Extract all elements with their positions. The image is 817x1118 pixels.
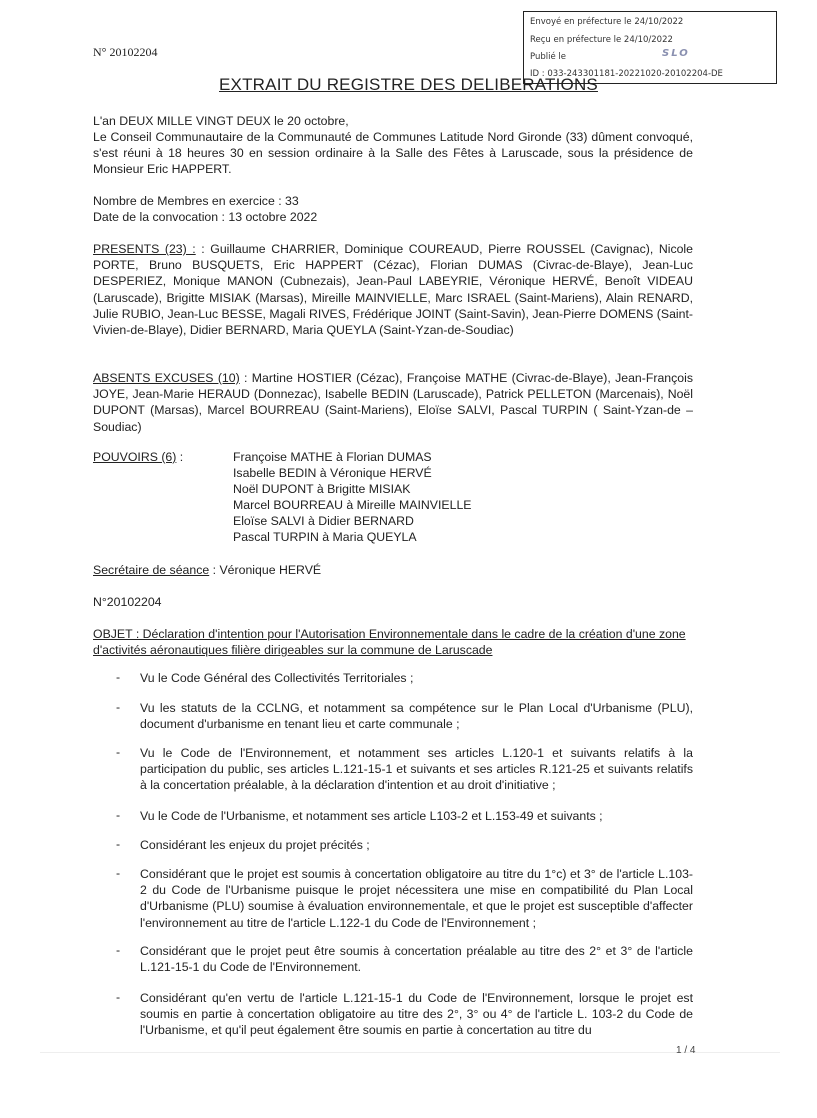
page-title: EXTRAIT DU REGISTRE DES DELIBERATIONS xyxy=(219,75,598,94)
bullet-marker: - xyxy=(116,943,121,957)
bullet-marker: - xyxy=(116,745,121,759)
list-item: Vu le Code de l'Urbanisme, et notamment ses article L103-2 et L.153-49 et suivants ; xyxy=(140,809,603,823)
list-item: Considérant qu'en vertu de l'article L.121-15-1 du Code de l'Environnement, lorsque le projet est soumis en partie à concertation obligatoire au titre des 2°, 3° ou 4° de l'article L. 103-2 du Code de l'Urbanisme, et qu'il peut également être soumis en partie à concertation au titre du xyxy=(140,991,693,1038)
bullet-marker: - xyxy=(116,670,121,684)
session-intro: Le Conseil Communautaire de la Communauté de Communes Latitude Nord Gironde (33) dûment convoqué, s'est réuni à 18 heures 30 en session ordinaire à la Salle des Fêtes à Laruscade, sous la présidence de Monsieur Eric HAPPERT. xyxy=(93,130,693,177)
list-item: Considérant que le projet peut être soumis à concertation préalable au titre des 2° et 3° de l'article L.121-15-1 du Code de l'Environnement. xyxy=(140,944,693,975)
list-item: Vu le Code de l'Environnement, et notamment ses articles L.120-1 et suivants relatifs à la participation du public, ses articles L.121-15-1 et suivants et ses articles R.121-25 et suivants relatifs à la concertation préalable, à la déclaration d'intention et au droit d'initiative ; xyxy=(140,746,693,793)
stamp-published-line: Publié le xyxy=(530,52,567,62)
members-count: Nombre de Membres en exercice : 33 xyxy=(93,194,299,208)
presents-list: : Guillaume CHARRIER, Dominique COUREAUD, Pierre ROUSSEL (Cavignac), Nicole PORTE, Bruno BUSQUETS, Eric HAPPERT (Cézac), Florian DUMAS (Civrac-de-Blaye), Jean-Luc DESPERIEZ, Monique MANON (Cubnezais), Jean-Paul LABEYRIE, Véronique HERVÉ, Benoît VIDEAU (Laruscade), Brigitte MISIAK (Marsas), Mireille MAINVIELLE, Marc ISRAEL (Saint-Mariens), Alain RENARD, Julie RUBIO, Jean-Luc BESSE, Magali RIVES, Frédérique JOINT (Saint-Savin), Jean-Pierre DOMENS (Saint-Vivien-de-Blaye), Didier BERNARD, Maria QUEYLA (Saint-Yzan-de-Soudiac) xyxy=(93,242,693,338)
document-number: N° 20102204 xyxy=(93,45,158,59)
list-item: Vu les statuts de la CCLNG, et notamment sa compétence sur le Plan Local d'Urbanisme (PLU), document d'urbanisme en tenant lieu et carte communale ; xyxy=(140,701,693,732)
pouvoir-item: Noël DUPONT à Brigitte MISIAK xyxy=(233,482,411,496)
divider xyxy=(40,1052,780,1053)
presents-label: PRESENTS (23) : xyxy=(93,242,196,256)
pouvoirs-list xyxy=(233,449,471,545)
stamp-sent-line: Envoyé en préfecture le 24/10/2022 xyxy=(530,17,684,27)
absents-section xyxy=(93,370,693,435)
prefecture-stamp xyxy=(523,11,777,84)
session-date: L'an DEUX MILLE VINGT DEUX le 20 octobre, xyxy=(93,114,349,128)
convocation-date: Date de la convocation : 13 octobre 2022 xyxy=(93,210,318,224)
bullet-marker: - xyxy=(116,837,121,851)
bullet-marker: - xyxy=(116,990,121,1004)
pouvoir-item: Marcel BOURREAU à Mireille MAINVIELLE xyxy=(233,498,472,512)
pouvoir-item: Pascal TURPIN à Maria QUEYLA xyxy=(233,530,417,544)
objet-heading: OBJET : Déclaration d'intention pour l'Autorisation Environnementale dans le cadre de la création d'une zone d'activités aéronautiques filière dirigeables sur la commune de Laruscade xyxy=(93,627,686,658)
bullet-marker: - xyxy=(116,700,121,714)
pouvoirs-label: POUVOIRS (6) xyxy=(93,450,177,464)
list-item: Considérant que le projet est soumis à concertation obligatoire au titre du 1°c) et 3° de l'article L.103-2 du Code de l'Urbanisme puisque le projet nécessitera une mise en compatibilité du Plan Local d'Urbanisme (PLU) soumise à évaluation environnementale, et que le projet est susceptible d'affecter l'environnement au titre de l'article L.122-1 du Code de l'Environnement ; xyxy=(140,867,693,930)
list-item: Vu le Code Général des Collectivités Territoriales ; xyxy=(140,671,414,685)
pouvoir-item: Françoise MATHE à Florian DUMAS xyxy=(233,450,432,464)
stamp-received-line: Reçu en préfecture le 24/10/2022 xyxy=(530,35,673,45)
stamp-id-line: ID : 033-243301181-20221020-20102204-DE xyxy=(530,69,723,79)
slo-logo: SLO xyxy=(662,48,690,59)
absents-list: : Martine HOSTIER (Cézac), Françoise MATHE (Civrac-de-Blaye), Jean-François JOYE, Jean-Marie HERAUD (Donnezac), Isabelle BEDIN (Laruscade), Patrick PELLETON (Marcenais), Noël DUPONT (Marsas), Marcel BOURREAU (Saint-Mariens), Eloïse SALVI, Pascal TURPIN ( Saint-Yzan-de –Soudiac) xyxy=(93,371,693,434)
secretaire-value: : Véronique HERVÉ xyxy=(209,563,322,577)
bullet-marker: - xyxy=(116,866,121,880)
presents-section xyxy=(93,241,693,338)
absents-label: ABSENTS EXCUSES (10) xyxy=(93,371,240,385)
list-item: Considérant les enjeux du projet précités ; xyxy=(140,838,370,852)
bullet-marker: - xyxy=(116,808,121,822)
pouvoirs-label-line: POUVOIRS (6) : xyxy=(93,450,184,464)
page-number: 1 / 4 xyxy=(676,1045,696,1056)
deliberation-number: N°20102204 xyxy=(93,595,162,609)
pouvoir-item: Isabelle BEDIN à Véronique HERVÉ xyxy=(233,466,432,480)
secretaire-line xyxy=(93,562,693,578)
pouvoir-item: Eloïse SALVI à Didier BERNARD xyxy=(233,514,414,528)
secretaire-label: Secrétaire de séance xyxy=(93,563,210,577)
